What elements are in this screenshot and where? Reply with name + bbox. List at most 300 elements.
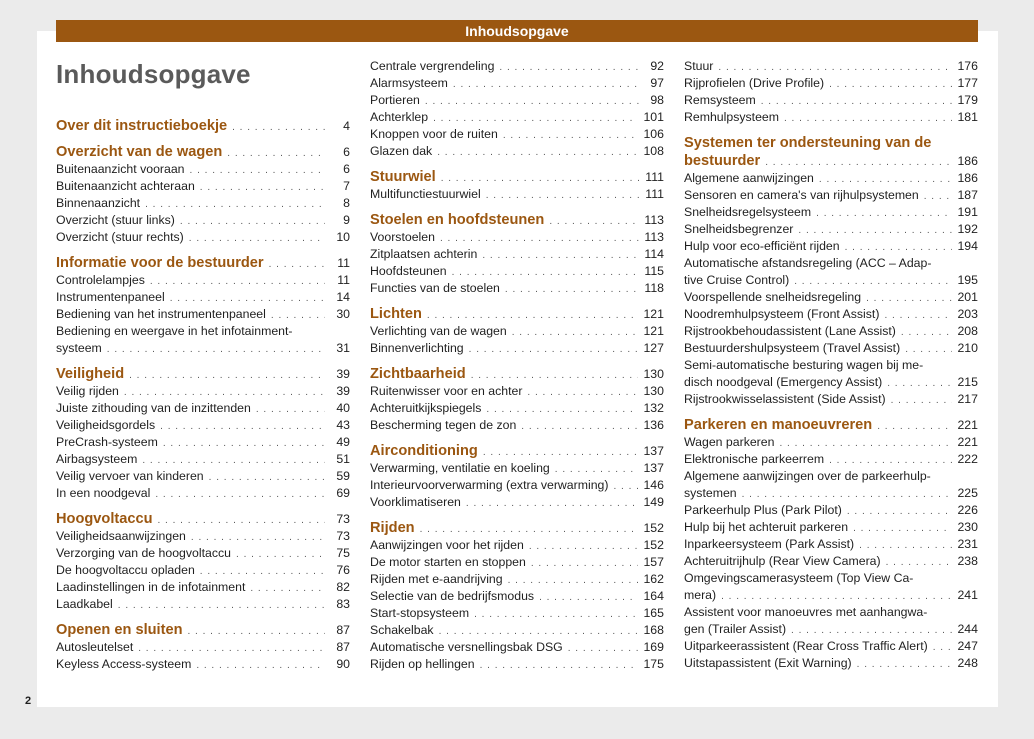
dot-leader (877, 418, 952, 436)
toc-entry[interactable] (684, 204, 978, 221)
dot-leader (200, 563, 325, 580)
toc-page-number: 177 (957, 76, 978, 90)
toc-entry-title: Remsysteem (684, 93, 756, 107)
toc-entry[interactable] (56, 639, 350, 656)
toc-entry-title: Autosleutelset (56, 640, 134, 654)
toc-entry[interactable] (370, 400, 664, 417)
toc-entry[interactable] (370, 383, 664, 400)
toc-entry[interactable] (370, 186, 664, 203)
toc-section-heading[interactable] (370, 168, 664, 186)
toc-page-number: 87 (336, 640, 350, 654)
toc-page-number: 39 (336, 384, 350, 398)
dot-leader (269, 256, 325, 274)
toc-entry-title: Knoppen voor de ruiten (370, 127, 498, 141)
toc-page-number: 113 (644, 230, 664, 244)
toc-page-number: 137 (643, 461, 664, 475)
toc-entry-title: systemen (684, 486, 737, 500)
toc-entry-title: Hulp voor eco-efficiënt rijden (684, 239, 840, 253)
toc-section-heading[interactable] (684, 152, 978, 170)
toc-page-number: 43 (336, 418, 350, 432)
toc-entry[interactable] (56, 545, 350, 562)
dot-leader (250, 580, 325, 597)
toc-entry[interactable] (684, 238, 978, 255)
toc-entry[interactable] (370, 109, 664, 126)
toc-entry-title: Sensoren en camera's van rijhulpsystemen (684, 188, 919, 202)
toc-page-number: 14 (336, 290, 350, 304)
toc-entry[interactable] (684, 434, 978, 451)
toc-entry-title: tive Cruise Control) (684, 273, 790, 287)
toc-entry-title: Overzicht (stuur rechts) (56, 230, 184, 244)
toc-entry[interactable] (56, 306, 350, 323)
toc-entry-title: Keyless Access-systeem (56, 657, 192, 671)
toc-entry-title: Snelheidsregelsysteem (684, 205, 812, 219)
toc-page-number: 164 (643, 589, 664, 603)
toc-entry-title: Hoogvoltaccu (56, 511, 153, 527)
toc-entry-title: Automatische versnellingsbak DSG (370, 640, 563, 654)
toc-page-number: 39 (336, 367, 350, 381)
toc-entry[interactable] (56, 596, 350, 613)
toc-entry[interactable] (370, 656, 664, 673)
toc-page-number: 221 (957, 435, 978, 449)
dot-leader (527, 384, 638, 401)
dot-leader (271, 307, 325, 324)
toc-page-number: 175 (643, 657, 664, 671)
dot-leader (791, 622, 952, 639)
toc-entry-title: Functies van de stoelen (370, 281, 500, 295)
dot-leader (437, 144, 638, 161)
dot-leader (150, 273, 325, 290)
toc-page-number: 69 (336, 486, 350, 500)
dot-leader (891, 392, 953, 409)
toc-entry-title: Zitplaatsen achterin (370, 247, 478, 261)
toc-section-heading[interactable] (370, 442, 664, 460)
toc-entry-title: Wagen parkeren (684, 435, 775, 449)
toc-entry-title: Veilig vervoer van kinderen (56, 469, 204, 483)
toc-entry-title: Aanwijzingen voor het rijden (370, 538, 524, 552)
toc-entry[interactable] (370, 246, 664, 263)
toc-entry-title: Bediening van het instrumentenpaneel (56, 307, 266, 321)
toc-section-heading[interactable] (684, 416, 978, 434)
toc-page-number: 186 (957, 171, 978, 185)
dot-leader (486, 401, 638, 418)
toc-page-number: 226 (957, 503, 978, 517)
toc-entry-title: Overzicht van de wagen (56, 144, 223, 160)
toc-section-heading-line: Systemen ter ondersteuning van de (684, 135, 932, 151)
toc-entry-title: disch noodgeval (Emergency Assist) (684, 375, 883, 389)
toc-page-number: 248 (957, 656, 978, 670)
toc-page-number: 76 (336, 563, 350, 577)
toc-page-number: 111 (645, 170, 664, 184)
dot-leader (107, 341, 325, 358)
dot-leader (614, 478, 639, 495)
toc-entry-title: Rijden (370, 520, 415, 536)
page-number: 2 (25, 695, 32, 707)
toc-page-number: 40 (336, 401, 350, 415)
toc-entry[interactable] (56, 289, 350, 306)
toc-entry-title: Ruitenwisser voor en achter (370, 384, 523, 398)
toc-entry[interactable] (684, 340, 978, 357)
toc-entry-title: Instrumentenpaneel (56, 290, 165, 304)
toc-entry[interactable] (370, 571, 664, 588)
toc-entry[interactable] (684, 75, 978, 92)
toc-entry-title: PreCrash-systeem (56, 435, 158, 449)
toc-entry-title: Verwarming, ventilatie en koeling (370, 461, 550, 475)
toc-entry-title: Voorklimatiseren (370, 495, 461, 509)
toc-entry[interactable] (684, 170, 978, 187)
toc-page-number: 157 (643, 555, 664, 569)
toc-entry[interactable] (56, 161, 350, 178)
toc-page-number: 6 (343, 145, 350, 159)
toc-section-heading[interactable] (370, 211, 664, 229)
toc-entry[interactable] (684, 536, 978, 553)
dot-leader (440, 230, 639, 247)
toc-entry-title: Veiligheidsgordels (56, 418, 156, 432)
dot-leader (196, 657, 325, 674)
toc-entry-title: Centrale vergrendeling (370, 59, 495, 73)
toc-page-number: 75 (336, 546, 350, 560)
toc-entry[interactable] (56, 485, 350, 502)
toc-entry-title: systeem (56, 341, 102, 355)
toc-entry[interactable] (684, 621, 978, 638)
toc-entry-title: Achteruitkijkspiegels (370, 401, 482, 415)
toc-entry[interactable] (56, 434, 350, 451)
toc-entry[interactable] (370, 639, 664, 656)
toc-entry[interactable] (370, 323, 664, 340)
toc-page-number: 217 (957, 392, 978, 406)
toc-page-number: 31 (336, 341, 350, 355)
dot-leader (452, 264, 639, 281)
toc-page-number: 152 (643, 538, 664, 552)
toc-entry-title: Voorspellende snelheidsregeling (684, 290, 862, 304)
toc-page-number: 168 (643, 623, 664, 637)
dot-leader (474, 606, 638, 623)
dot-leader (794, 273, 952, 290)
toc-entry[interactable] (684, 655, 978, 672)
dot-leader (480, 657, 639, 674)
toc-entry-title: Veiligheid (56, 366, 125, 382)
toc-section-heading[interactable] (370, 519, 664, 537)
toc-entry[interactable] (56, 468, 350, 485)
toc-entry-title: Binnenverlichting (370, 341, 464, 355)
toc-entry-line: Algemene aanwijzingen over de parkeerhulp- (684, 469, 931, 483)
dot-leader (482, 247, 639, 264)
toc-entry[interactable] (684, 638, 978, 655)
toc-entry-title: Stuur (684, 59, 714, 73)
toc-section-heading[interactable] (56, 621, 350, 639)
toc-entry[interactable] (370, 554, 664, 571)
toc-page-number: 225 (957, 486, 978, 500)
header-bar: Inhoudsopgave (56, 20, 978, 42)
toc-page-number: 111 (645, 187, 664, 201)
toc-entry-title: Rijprofielen (Drive Profile) (684, 76, 825, 90)
toc-page-number: 136 (643, 418, 664, 432)
toc-entry[interactable] (684, 374, 978, 391)
toc-page-number: 146 (643, 478, 664, 492)
toc-entry[interactable] (370, 143, 664, 160)
toc-entry-title: Juiste zithouding van de inzittenden (56, 401, 251, 415)
toc-page-number: 215 (957, 375, 978, 389)
toc-section-heading[interactable] (56, 254, 350, 272)
toc-page-number: 115 (644, 264, 664, 278)
toc-entry[interactable] (684, 451, 978, 468)
toc-page-number: 118 (644, 281, 664, 295)
toc-entry-title: Rijstrookbehoudassistent (Lane Assist) (684, 324, 896, 338)
toc-entry[interactable] (56, 562, 350, 579)
dot-leader (905, 341, 952, 358)
toc-page-number: 6 (343, 162, 350, 176)
toc-entry[interactable] (684, 485, 978, 502)
toc-page-number: 192 (957, 222, 978, 236)
toc-page-number: 121 (643, 307, 664, 321)
dot-leader (549, 213, 639, 231)
toc-entry-title: mera) (684, 588, 717, 602)
toc-page-number: 203 (957, 307, 978, 321)
toc-entry-title: Inparkeersysteem (Park Assist) (684, 537, 855, 551)
dot-leader (142, 452, 325, 469)
toc-entry[interactable] (370, 229, 664, 246)
toc-page-number: 106 (643, 127, 664, 141)
toc-section-heading[interactable] (56, 117, 350, 135)
dot-leader (857, 656, 953, 673)
toc-entry-line: Omgevingscamerasysteem (Top View Ca- (684, 571, 914, 585)
toc-entry[interactable] (684, 587, 978, 604)
toc-entry[interactable] (370, 477, 664, 494)
dot-leader (859, 537, 952, 554)
dot-leader (138, 640, 325, 657)
dot-leader (866, 290, 952, 307)
toc-page-number: 73 (336, 529, 350, 543)
dot-leader (853, 520, 952, 537)
toc-section-heading[interactable] (370, 365, 664, 383)
toc-page-number: 113 (644, 213, 664, 227)
toc-page-number: 132 (643, 401, 664, 415)
toc-entry[interactable] (370, 126, 664, 143)
toc-entry[interactable] (370, 622, 664, 639)
dot-leader (555, 461, 639, 478)
toc-page-number: 11 (337, 273, 350, 287)
toc-entry[interactable] (56, 195, 350, 212)
toc-entry-line: Bediening en weergave in het infotainment- (56, 324, 293, 338)
toc-entry[interactable] (56, 528, 350, 545)
toc-entry[interactable] (56, 656, 350, 673)
toc-entry[interactable] (56, 417, 350, 434)
toc-entry[interactable] (56, 383, 350, 400)
toc-page-number: 121 (643, 324, 664, 338)
toc-page-number: 82 (336, 580, 350, 594)
toc-entry-title: Uitstapassistent (Exit Warning) (684, 656, 852, 670)
dot-leader (819, 171, 953, 188)
dot-leader (784, 110, 952, 127)
toc-page-number: 97 (650, 76, 664, 90)
dot-leader (539, 589, 638, 606)
toc-entry[interactable] (370, 588, 664, 605)
toc-entry-line: Semi-automatische besturing wagen bij me- (684, 358, 924, 372)
toc-entry-title: Parkeren en manoeuvreren (684, 417, 873, 433)
dot-leader (568, 640, 639, 657)
toc-page-number: 101 (643, 110, 664, 124)
toc-entry-title: In een noodgeval (56, 486, 151, 500)
dot-leader (505, 281, 639, 298)
toc-entry-line: Assistent voor manoeuvres met aanhangwa- (684, 605, 928, 619)
toc-column-3 (684, 58, 978, 672)
toc-entry-title: De motor starten en stoppen (370, 555, 526, 569)
toc-page-number: 230 (957, 520, 978, 534)
dot-leader (779, 435, 952, 452)
toc-page-number: 7 (343, 179, 350, 193)
toc-entry[interactable] (684, 502, 978, 519)
toc-entry-title: Airconditioning (370, 443, 478, 459)
toc-entry[interactable] (370, 280, 664, 297)
toc-section-heading[interactable] (56, 365, 350, 383)
toc-entry-title: Buitenaanzicht vooraan (56, 162, 185, 176)
toc-entry[interactable] (370, 340, 664, 357)
toc-page-number: 194 (957, 239, 978, 253)
toc-entry[interactable] (684, 391, 978, 408)
toc-entry[interactable] (684, 519, 978, 536)
toc-section-heading[interactable] (56, 510, 350, 528)
toc-entry[interactable] (684, 323, 978, 340)
toc-page-number: 49 (336, 435, 350, 449)
toc-page-number: 130 (643, 367, 664, 381)
dot-leader (200, 179, 325, 196)
toc-page-number: 98 (650, 93, 664, 107)
toc-section-heading[interactable] (370, 305, 664, 323)
toc-entry-title: Noodremhulpsysteem (Front Assist) (684, 307, 880, 321)
toc-page-number: 176 (957, 59, 978, 73)
toc-entry[interactable] (684, 187, 978, 204)
toc-entry-title: Parkeerhulp Plus (Park Pilot) (684, 503, 842, 517)
toc-page-number: 231 (957, 537, 978, 551)
toc-entry-title: Bescherming tegen de zon (370, 418, 517, 432)
toc-page-number: 181 (957, 110, 978, 124)
toc-page-number: 169 (643, 640, 664, 654)
toc-entry[interactable] (370, 494, 664, 511)
toc-entry-title: Achterklep (370, 110, 429, 124)
dot-leader (425, 93, 639, 110)
toc-page-number: 73 (336, 512, 350, 526)
toc-entry-title: Multifunctiestuurwiel (370, 187, 481, 201)
toc-page-number: 186 (957, 154, 978, 168)
toc-page-number: 9 (343, 213, 350, 227)
dot-leader (191, 529, 325, 546)
toc-entry-title: Laadkabel (56, 597, 113, 611)
toc-entry[interactable] (370, 537, 664, 554)
toc-page-number: 222 (957, 452, 978, 466)
toc-page-number: 59 (336, 469, 350, 483)
toc-entry-title: Stuurwiel (370, 169, 436, 185)
toc-entry-title: Controlelampjes (56, 273, 145, 287)
toc-entry[interactable] (684, 58, 978, 75)
toc-entry-title: Overzicht (stuur links) (56, 213, 175, 227)
dot-leader (227, 145, 325, 163)
toc-entry-title: Remhulpsysteem (684, 110, 779, 124)
toc-section-heading[interactable] (56, 143, 350, 161)
dot-leader (521, 418, 638, 435)
toc-entry[interactable] (56, 212, 350, 229)
dot-leader (453, 76, 639, 93)
toc-entry-title: Stoelen en hoofdsteunen (370, 212, 545, 228)
dot-leader (531, 555, 639, 572)
toc-entry-title: Interieurvoorverwarming (extra verwarming) (370, 478, 609, 492)
toc-page-number: 92 (650, 59, 664, 73)
dot-leader (256, 401, 325, 418)
toc-entry-title: Hulp bij het achteruit parkeren (684, 520, 849, 534)
dot-leader (209, 469, 325, 486)
toc-entry-title: Rijden met e-aandrijving (370, 572, 503, 586)
dot-leader (466, 495, 639, 512)
dot-leader (189, 230, 325, 247)
dot-leader (508, 572, 639, 589)
toc-entry-title: Rijden op hellingen (370, 657, 475, 671)
toc-entry[interactable] (684, 221, 978, 238)
toc-entry[interactable] (370, 263, 664, 280)
toc-entry-title: Voorstoelen (370, 230, 435, 244)
toc-entry[interactable] (56, 272, 350, 289)
toc-entry-title: Veiligheidsaanwijzingen (56, 529, 186, 543)
dot-leader (433, 110, 638, 127)
toc-entry-title: Buitenaanzicht achteraan (56, 179, 195, 193)
toc-entry[interactable] (684, 272, 978, 289)
dot-leader (529, 538, 639, 555)
dot-leader (798, 222, 952, 239)
toc-entry[interactable] (56, 229, 350, 246)
dot-leader (721, 588, 952, 605)
dot-leader (118, 597, 325, 614)
dot-leader (742, 486, 953, 503)
toc-page-number: 149 (643, 495, 664, 509)
toc-entry[interactable] (56, 178, 350, 195)
toc-entry[interactable] (56, 400, 350, 417)
toc-page-number: 201 (957, 290, 978, 304)
toc-entry[interactable] (370, 75, 664, 92)
toc-column-2 (370, 58, 664, 673)
toc-entry[interactable] (370, 605, 664, 622)
toc-page-number: 90 (336, 657, 350, 671)
toc-entry[interactable] (684, 92, 978, 109)
dot-leader (761, 93, 953, 110)
dot-leader (439, 623, 639, 640)
toc-entry-title: Zichtbaarheid (370, 366, 466, 382)
dot-leader (124, 384, 325, 401)
dot-leader (933, 639, 953, 656)
toc-entry-title: bestuurder (684, 153, 761, 169)
toc-entry-line: Automatische afstandsregeling (ACC – Adap- (684, 256, 932, 270)
toc-entry-title: Openen en sluiten (56, 622, 183, 638)
toc-entry-title: Elektronische parkeerrem (684, 452, 825, 466)
toc-entry-title: Verzorging van de hoogvoltaccu (56, 546, 232, 560)
toc-entry[interactable] (370, 92, 664, 109)
toc-page-number: 221 (957, 418, 978, 432)
dot-leader (503, 127, 639, 144)
toc-entry-title: Lichten (370, 306, 422, 322)
toc-entry[interactable] (370, 417, 664, 434)
toc-entry[interactable] (56, 340, 350, 357)
toc-entry[interactable] (684, 306, 978, 323)
toc-entry[interactable] (684, 109, 978, 126)
toc-entry[interactable] (56, 451, 350, 468)
toc-entry-title: Uitparkeerassistent (Rear Cross Traffic Alert) (684, 639, 928, 653)
toc-page-number: 10 (336, 230, 350, 244)
toc-entry-title: Informatie voor de bestuurder (56, 255, 264, 271)
toc-entry[interactable] (684, 289, 978, 306)
toc-entry[interactable] (370, 460, 664, 477)
toc-entry[interactable] (56, 579, 350, 596)
dot-leader (486, 187, 639, 204)
toc-entry[interactable] (684, 553, 978, 570)
dot-leader (499, 59, 639, 76)
toc-entry[interactable] (370, 58, 664, 75)
toc-page-number: 87 (336, 623, 350, 637)
